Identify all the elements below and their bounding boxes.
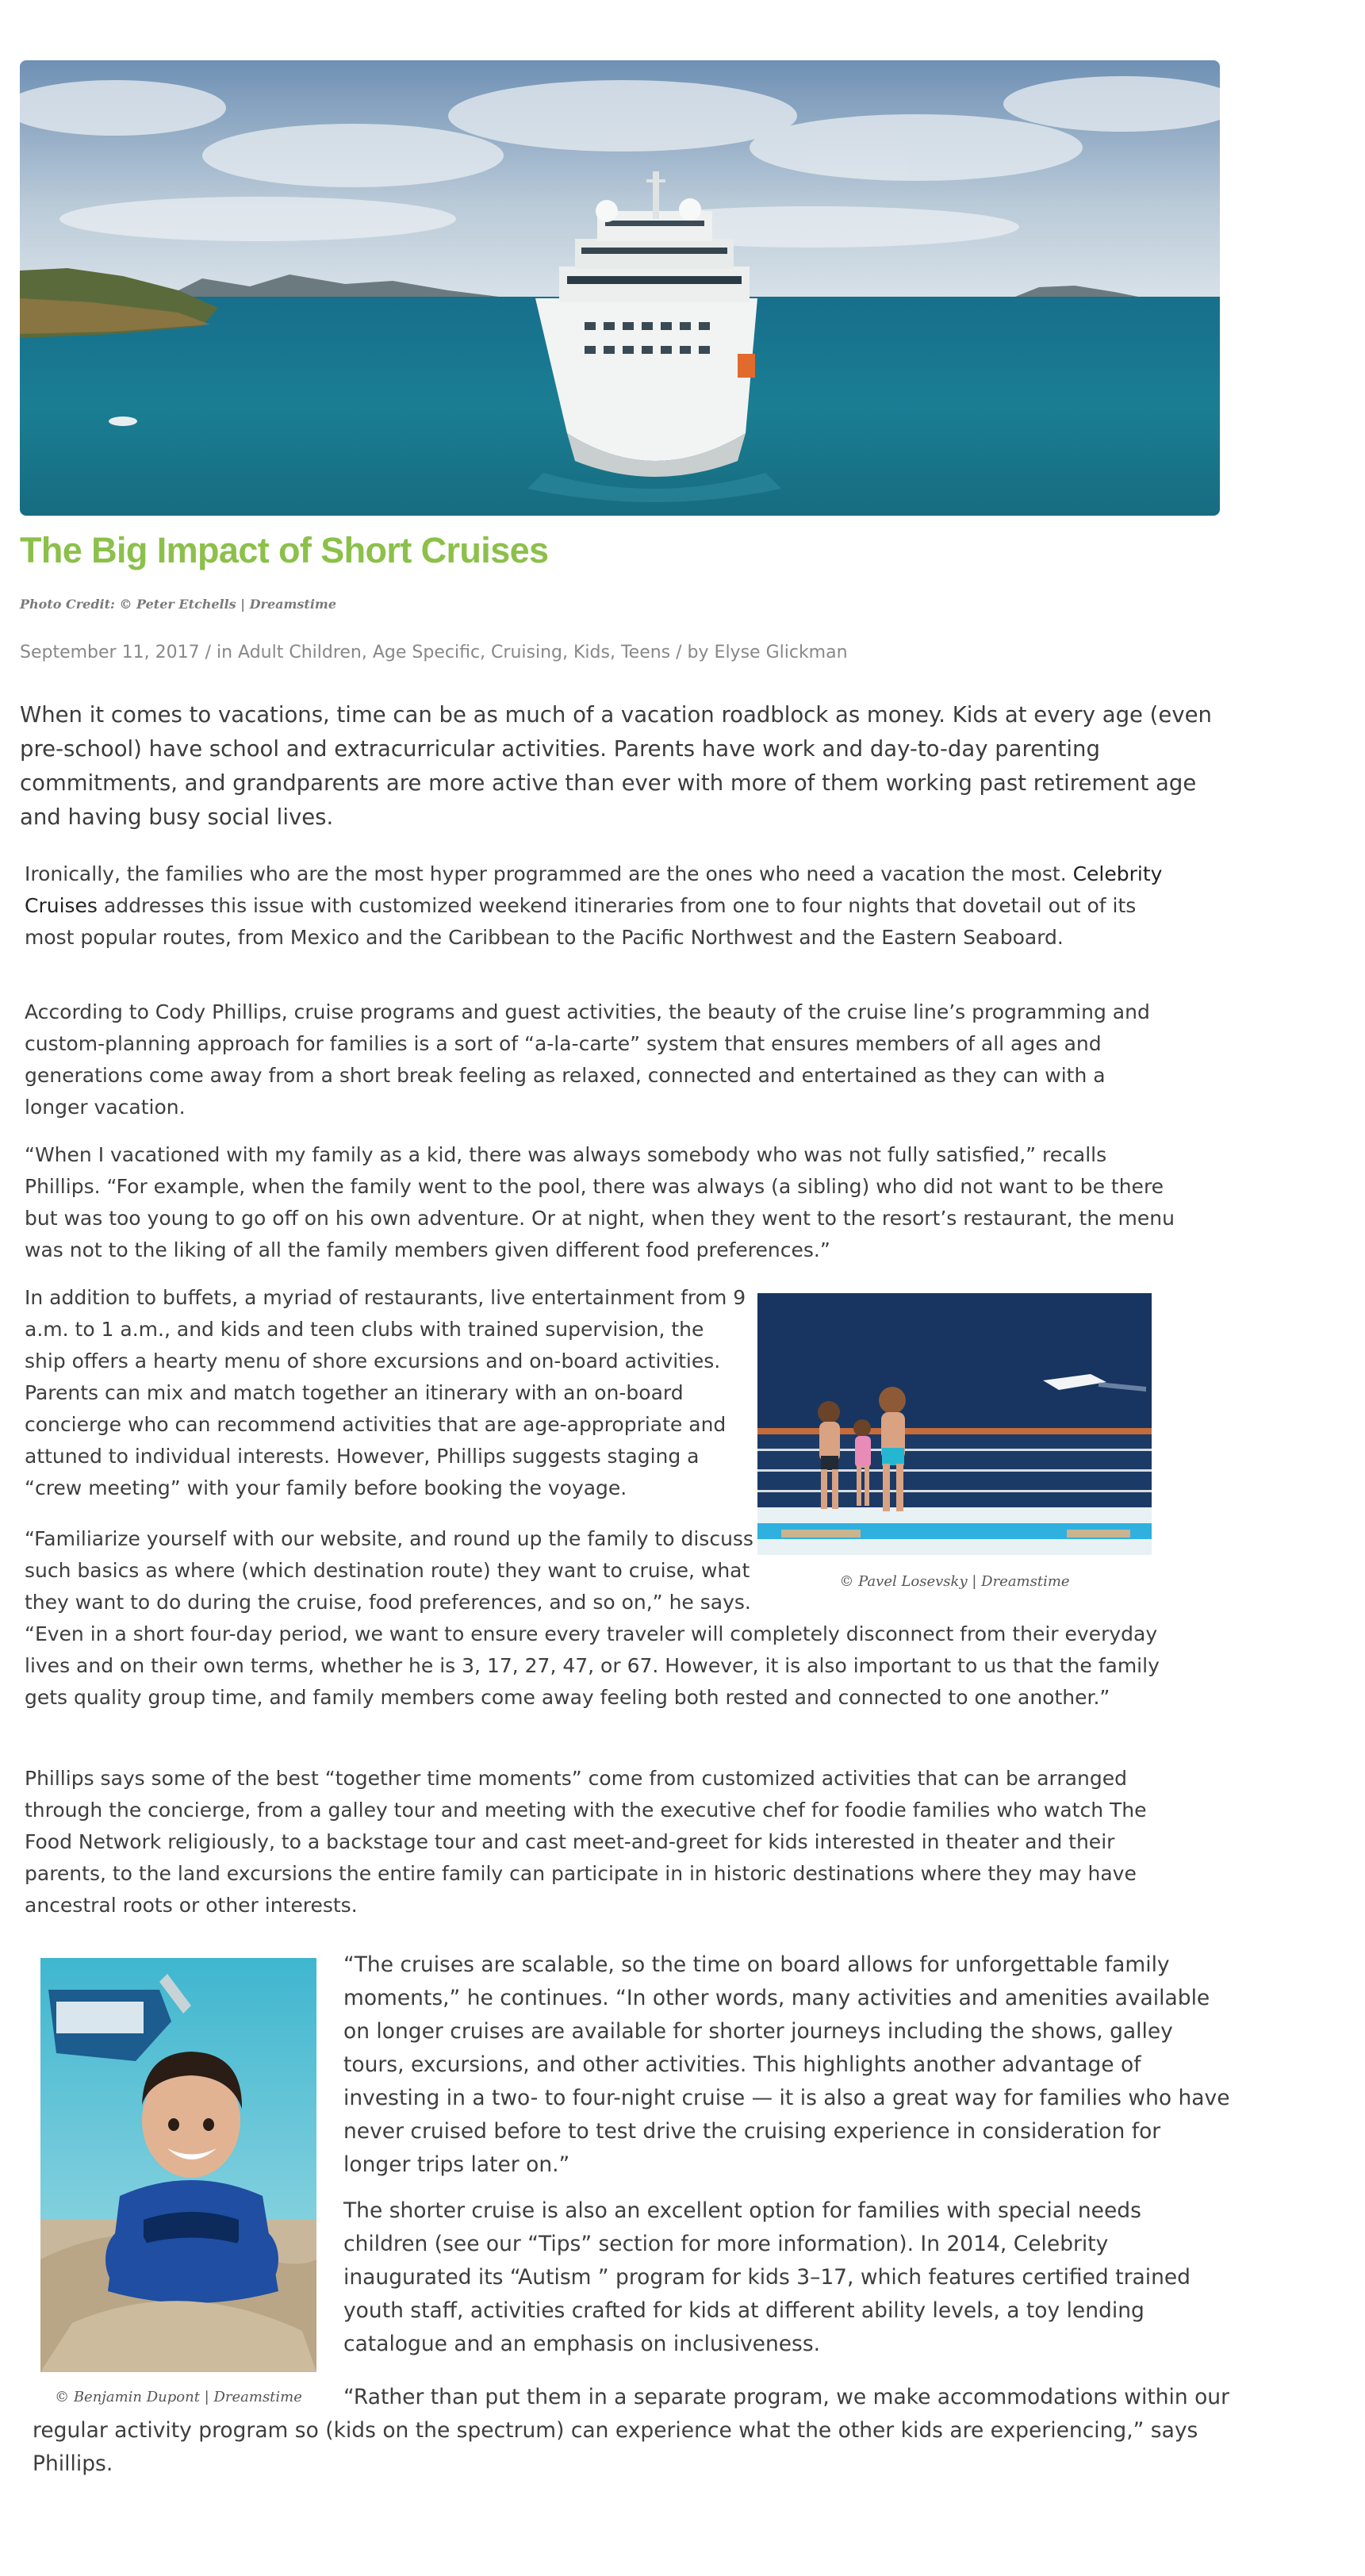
paragraph-8: The shorter cruise is also an excellent option for families with special needs children (see our “Tips” section for more information). In 2014, Celebrity inaugurated its “Autism ” program for kids 3–17, which features certified trained youth staff, activities crafted for kids at different ability levels, a toy lending catalogue and an emphasis on inclusiveness. bbox=[343, 2198, 1191, 2356]
paragraph-2: According to Cody Phillips, cruise programs and guest activities, the beauty of the cruise line’s programming and custom-planning approach for families is a sort of “a-la-carte” system that ensures members of all ages and generations come away from a short break feeling as relaxed, connected and entertained as they can with a longer vacation. bbox=[25, 1000, 1150, 1119]
float-spacer bbox=[33, 2381, 343, 2414]
hero-illustration bbox=[20, 60, 1220, 516]
paragraph-9: “Rather than put them in a separate program, we make accommodations within our regular activity program so (kids on the spectrum) can experience what the other kids are experiencing,” says Phillips. bbox=[33, 2381, 1246, 2481]
author-link[interactable]: Elyse Glickman bbox=[714, 643, 848, 662]
category-link[interactable]: Teens bbox=[620, 643, 671, 662]
meta-separator: / in bbox=[199, 643, 239, 662]
meta-separator: / by bbox=[670, 643, 715, 662]
paragraph-3: “When I vacationed with my family as a kid, there was always somebody who was not fully satisfied,” recalls Phillips. “For example, when the family went to the pool, there was always (a sibling) who did not want to be there but was too young to go off on his own adventure. Or at night, when they went to the resort’s restaurant, the menu was not to the liking of all the family members given different food preferences.” bbox=[25, 1143, 1175, 1261]
deck-illustration bbox=[757, 1293, 1152, 1555]
paragraph-6: Phillips says some of the best “together time moments” come from customized activities that can be arranged through the concierge, from a galley tour and meeting with the executive chef for foodie families who watch The Food Network religiously, to a backstage tour and cast meet-and-greet for kids interested in theater and their parents, to the land excursions the entire family can participate in in historic destinations where they may have ancestral roots or other interests. bbox=[25, 1767, 1147, 1917]
float-spacer bbox=[762, 1523, 1175, 1618]
kids-on-deck-image bbox=[757, 1293, 1152, 1555]
paragraph-1: Ironically, the families who are the most hyper programmed are the ones who need a vacation the most. Celebrity Cruises addresses this issue with customized weekend itineraries from one to four nights that dovetail out of its most popular routes, from Mexico and the Caribbean to the Pacific Northwest and the Eastern Seaboard. bbox=[25, 862, 1163, 949]
article-meta: September 11, 2017 / in Adult Children, Age Specific, Cruising, Kids, Teens / by Elyse Glickman bbox=[20, 643, 848, 662]
photo-credit: Photo Credit: © Peter Etchells | Dreamstime bbox=[20, 597, 336, 612]
category-link[interactable]: Age Specific bbox=[372, 643, 481, 662]
celebrity-cruises-link[interactable]: Celebrity Cruises bbox=[25, 862, 1163, 917]
post-date: September 11, 2017 bbox=[20, 643, 200, 662]
hero-cruise-ship-image bbox=[20, 60, 1220, 516]
article-title[interactable]: The Big Impact of Short Cruises bbox=[20, 530, 549, 570]
paragraph-7: “The cruises are scalable, so the time on board allows for unforgettable family moments,” he continues. “In other words, many activities and amenities available on longer cruises are available for shorter journeys including the shows, galley tours, excursions, and other activities. This highlights another advantage of investing in a two- to four-night cruise — it is also a great way for families who have never cruised before to test drive the cruising experience in consideration for longer trips later on.” bbox=[343, 1952, 1230, 2177]
category-link[interactable]: Adult Children bbox=[238, 643, 362, 662]
paragraph-5: “Familiarize yourself with our website, and round up the family to discuss such basics as where (which destination route) they want to cruise, what they want to do during the cruise, food preferences, and so on,” he says. “Even in a short four-day period, we want to ensure every traveler will completely disconnect from their everyday lives and on their own terms, whether he is 3, 17, 27, 47, or 67. However, it is also important to us that the family gets quality group time, and family members come away feeling both rested and connected to one another.” bbox=[25, 1523, 1175, 1714]
boy-on-beach-image bbox=[40, 1958, 316, 2372]
deck-image-caption: © Pavel Losevsky | Dreamstime bbox=[839, 1573, 1070, 1590]
boy-image-caption: © Benjamin Dupont | Dreamstime bbox=[55, 2389, 302, 2405]
lead-paragraph: When it comes to vacations, time can be as much of a vacation roadblock as money. Kids at every age (even pre-school) have school and extracurricular activities. Parents have work and day-to-day parenting commitments, and grandparents are more active than ever with more of them working past retirement age and having busy social lives. bbox=[20, 702, 1212, 830]
category-link[interactable]: Cruising bbox=[491, 643, 562, 662]
paragraph-4: In addition to buffets, a myriad of restaurants, live entertainment from 9 a.m. to 1 a.m., and kids and teen clubs with trained supervision, the ship offers a hearty menu of shore excursions and on-board activities. Parents can mix and match together an itinerary with an on-board concierge who can recommend activities that are age-appropriate and attuned to individual interests. However, Phillips suggests staging a “crew meeting” with your family before booking the voyage. bbox=[25, 1286, 746, 1499]
beach-illustration bbox=[40, 1958, 316, 2372]
category-link[interactable]: Kids bbox=[573, 643, 610, 662]
